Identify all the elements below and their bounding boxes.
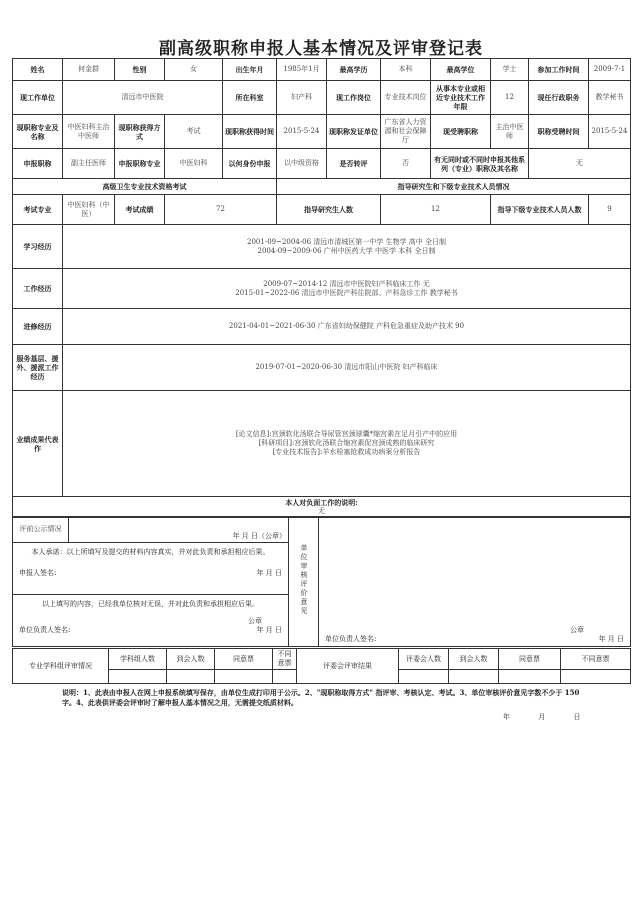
unit-opinion-seal: 公章: [570, 626, 584, 634]
group-members-label: 学科组人数: [109, 649, 167, 670]
page-title: 副高级职称申报人基本情况及评审登记表: [159, 39, 483, 59]
unit-value: 清远市中医院: [63, 81, 223, 115]
training-history: [63, 309, 631, 345]
spec-label: 申报职称专业: [115, 149, 165, 179]
committee-attend-value: [449, 670, 499, 684]
committee-members-value: [399, 670, 449, 684]
gender-label: 性别: [115, 59, 165, 81]
achieve-line: [论文信息]:宫颈软化汤联合导尿管宫颈球囊*缩宫素在足月引产中的应用: [235, 430, 458, 438]
footer-date: 年 月 日: [503, 713, 581, 721]
other-label: 有无同时或不同时申报其他系列（专业）职称及其名称: [431, 149, 529, 179]
unit-opinion-sign-label: 单位负责人签名:: [325, 635, 377, 643]
dept-value: 妇产科: [277, 81, 327, 115]
review-section: [12, 516, 631, 647]
years-label: 从事本专业或相近专业技术工作年限: [431, 81, 491, 115]
study-label: 学习经历: [13, 225, 63, 269]
hired-value: 主治中医师: [491, 115, 529, 149]
degree-label: 最高学位: [431, 59, 491, 81]
committee-disagree-label: 不同意票: [561, 649, 631, 670]
explain-label: 本人对负面工作的说明:: [285, 498, 358, 507]
score-value: 72: [165, 195, 277, 225]
post-value: 专业技术岗位: [381, 81, 431, 115]
workstart-value: 2009-7-1: [589, 59, 631, 81]
gender-value: 女: [165, 59, 223, 81]
study-line: 2001-09~2004-06 清远市清城区第一中学 生物学 高中 全日制: [247, 237, 446, 246]
admin-label: 现任行政职务: [529, 81, 589, 115]
service-history: [63, 345, 631, 391]
transfer-label: 是否转评: [327, 149, 381, 179]
issuer-label: 现职称发证单位: [327, 115, 381, 149]
promise-cell: [13, 543, 289, 595]
apply-value: 副主任医师: [63, 149, 115, 179]
years-value: 12: [491, 81, 529, 115]
edu-label: 最高学历: [327, 59, 381, 81]
apply-label: 申报职称: [13, 149, 63, 179]
group-disagree-value: [273, 670, 297, 684]
workstart-label: 参加工作时间: [529, 59, 589, 81]
promise-text: 本人承诺：以上所填写及提交的材料内容真实，并对此负责和承担相应后果。: [31, 548, 270, 556]
name-value: 何金群: [63, 59, 115, 81]
post-label: 现工作岗位: [327, 81, 381, 115]
method-label: 现职称获得方式: [115, 115, 165, 149]
service-line: 2019-07-01~2020-06-30 清远市阳山中医院 妇产科临床: [255, 363, 438, 371]
negative-explanation: [13, 497, 631, 518]
dept-label: 所在科室: [223, 81, 277, 115]
group-disagree-label: 不同意票: [273, 649, 297, 670]
promise-sign-row: [19, 569, 282, 578]
service-label: 服务基层、援外、援派工作经历: [13, 345, 63, 391]
hiretime-label: 职称受聘时间: [529, 115, 589, 149]
unit-opinion-label-cell: [289, 517, 319, 647]
identity-label: 以何身份申报: [223, 149, 277, 179]
obtain-value: 2015-5-24: [277, 115, 327, 149]
group-review-label: 专业学科组评审情况: [13, 649, 109, 684]
form-notes: 说明：1、此表由申报人在网上申报系统填写保存，由单位生成打印用于公示。2、"现职称取得方式" 指评审、考核认定、考试。3、单位审核评价意见字数不少于 150 字。4、此表供评委会评审时了解申报人基本情况之用，无需提交纸质材料。: [62, 688, 580, 707]
work-label: 工作经历: [13, 269, 63, 309]
committee-review-label: 评委会评审结果: [297, 649, 399, 684]
identity-value: 以中级资格: [277, 149, 327, 179]
achieve-line: [科研项目]:宫颈软化汤联合缩宫素促宫颈成熟的临床研究: [258, 439, 435, 447]
verify-text: 以上填写的内容，已经我单位核对无误，并对此负责和承担相应后果。: [42, 600, 259, 608]
unit-opinion-sign-row: [325, 635, 624, 644]
work-line: 2015-01~2022-06 清远市中医院产科住院部、产科急诊工作 教学秘书: [235, 288, 458, 297]
guidance-section-heading: 指导研究生和下级专业技术人员情况: [277, 179, 631, 195]
training-label: 进修经历: [13, 309, 63, 345]
verify-cell: [13, 595, 289, 647]
hired-label: 现受聘职称: [431, 115, 491, 149]
achieve-label: 业绩成果代表作: [13, 391, 63, 497]
score-label: 考试成绩: [115, 195, 165, 225]
verify-date: 年 月 日: [256, 626, 282, 634]
group-attend-value: [167, 670, 215, 684]
title-label: 现职称专业及名称: [13, 115, 63, 149]
registration-form: [12, 58, 631, 518]
unit-label: 现工作单位: [13, 81, 63, 115]
publicity-date: 年 月 日（公章）: [69, 517, 289, 543]
achieve-line: [专业技术报告]:羊水栓塞抢救成功病案分析报告: [272, 448, 421, 456]
exam-section-heading: 高级卫生专业技术资格考试: [13, 179, 277, 195]
unit-opinion-date: 年 月 日: [598, 635, 624, 643]
committee-disagree-value: [561, 670, 631, 684]
birth-label: 出生年月: [223, 59, 277, 81]
name-label: 姓名: [13, 59, 63, 81]
training-line: 2021-04-01~2021-06-30 广东省妇幼保健院 产科危急重症及助产技术 90: [228, 322, 465, 330]
group-agree-value: [215, 670, 273, 684]
promise-date: 年 月 日: [256, 569, 282, 577]
vote-table: [12, 648, 631, 684]
hiretime-value: 2015-5-24: [589, 115, 631, 149]
group-agree-label: 同意票: [215, 649, 273, 670]
committee-agree-value: [499, 670, 561, 684]
other-value: 无: [529, 149, 631, 179]
verify-sign-row: [19, 626, 282, 635]
committee-attend-label: 到会人数: [449, 649, 499, 670]
admin-value: 教学秘书: [589, 81, 631, 115]
work-history: [63, 269, 631, 309]
verify-seal: 公章: [248, 617, 262, 625]
exam-spec-label: 考试专业: [13, 195, 63, 225]
degree-value: 学士: [491, 59, 529, 81]
explain-value: 无: [318, 507, 325, 515]
study-history: [63, 225, 631, 269]
grad-label: 指导研究生人数: [277, 195, 381, 225]
committee-agree-label: 同意票: [499, 649, 561, 670]
unit-opinion-box: [319, 517, 631, 647]
work-line: 2009-07~2014-12 清远市中医院妇产科临床工作 无: [263, 279, 430, 288]
group-attend-label: 到会人数: [167, 649, 215, 670]
spec-value: 中医妇科: [165, 149, 223, 179]
issuer-value: 广东省人力资源和社会保障厅: [381, 115, 431, 149]
title-value: 中医妇科主治中医师: [63, 115, 115, 149]
unit-opinion-label: 单位审核评价意见: [300, 544, 308, 616]
junior-label: 指导下级专业技术人员人数: [491, 195, 589, 225]
method-value: 考试: [165, 115, 223, 149]
group-members-value: [109, 670, 167, 684]
transfer-value: 否: [381, 149, 431, 179]
promise-sign-label: 申报人签名:: [19, 569, 57, 577]
publicity-label: 评前公示情况: [13, 517, 69, 543]
exam-spec-value: 中医妇科（中医）: [63, 195, 115, 225]
grad-value: 12: [381, 195, 491, 225]
edu-value: 本科: [381, 59, 431, 81]
study-line: 2004-09~2009-06 广州中医药大学 中医学 本科 全日制: [257, 246, 436, 255]
achievements: [63, 391, 631, 497]
committee-members-label: 评委会人数: [399, 649, 449, 670]
junior-value: 9: [589, 195, 631, 225]
verify-sign-label: 单位负责人签名:: [19, 626, 71, 634]
obtain-label: 现职称获得时间: [223, 115, 277, 149]
birth-value: 1985年1月: [277, 59, 327, 81]
